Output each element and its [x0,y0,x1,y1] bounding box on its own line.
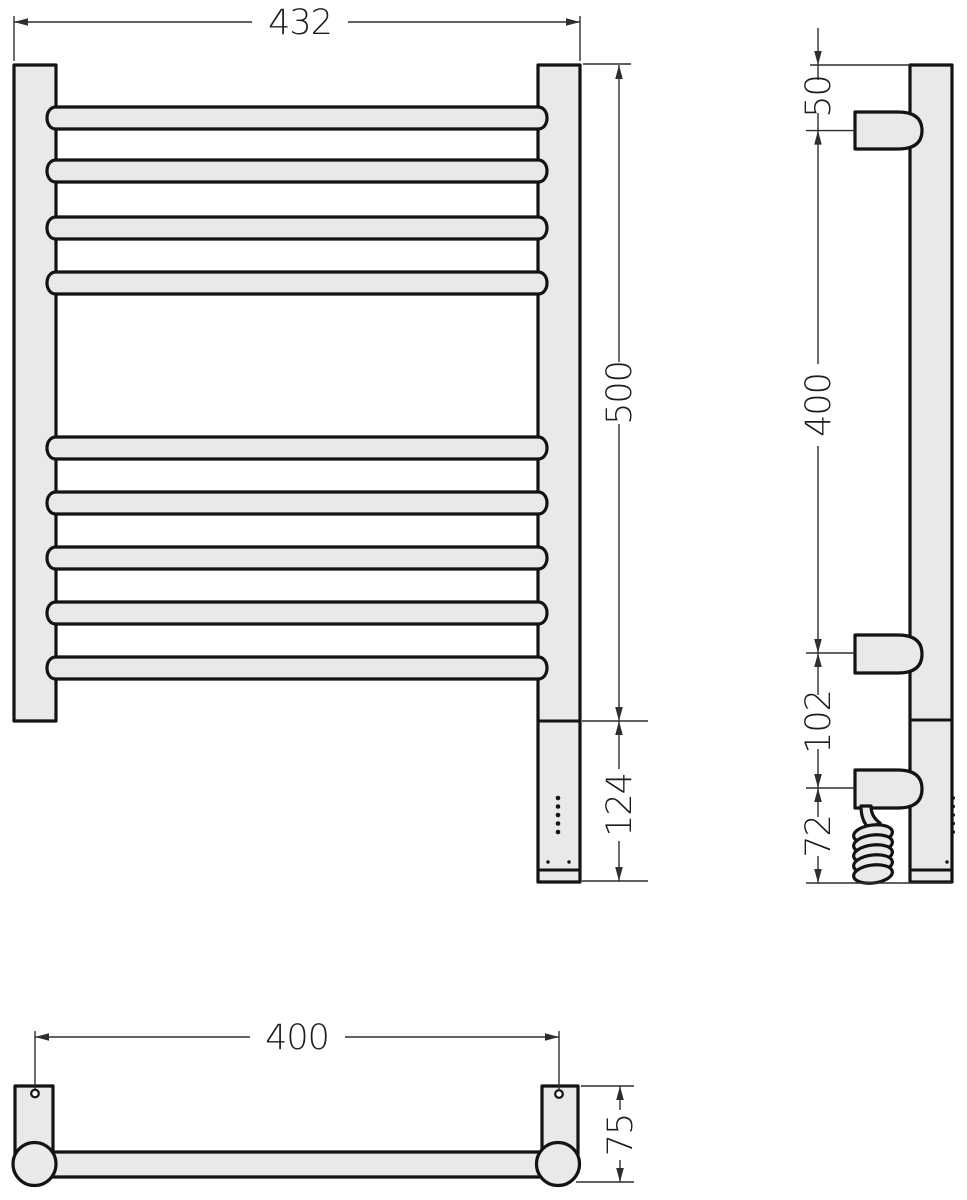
arrow-up-icon [616,1086,624,1100]
dimension-heater-124 [582,721,648,881]
upper-wall-bracket [855,112,922,149]
dim-label-50: 50 [799,75,839,118]
dimension-mounting-span [35,1018,559,1090]
electric-cartridge [855,770,922,808]
right-mount-hole [555,1090,563,1098]
right-post-section [537,1143,580,1186]
bottom-rail [30,1152,560,1177]
rail-8 [47,602,547,624]
rail-4 [47,272,547,294]
rail-7 [47,547,547,569]
arrow-right-icon [566,18,580,26]
rail-1 [47,107,547,129]
rail-3 [47,217,547,239]
dim-label-400-side: 400 [799,373,839,437]
rail-9 [47,657,547,679]
arrow-down-icon [615,707,623,721]
coiled-cable [853,823,894,886]
dim-label-102: 102 [799,690,839,754]
dim-label-124: 124 [600,773,640,837]
side-post [910,65,952,882]
left-post-section [13,1143,56,1186]
arrow-left-icon [14,18,28,26]
dim-label-500: 500 [600,361,640,425]
arrow-down-icon [814,51,822,65]
dim-label-432: 432 [268,3,332,43]
side-view [853,65,955,885]
dim-label-75: 75 [601,1113,641,1157]
dim-label-72: 72 [799,815,839,858]
arrow-down-icon [615,867,623,881]
arrow-up-icon [814,131,822,145]
arrow-down-icon [814,639,822,653]
arrow-down-icon [814,774,822,788]
arrow-up-icon [814,788,822,802]
rail-2 [47,160,547,182]
front-right-post-with-heater [538,65,580,882]
dimension-overall-width [14,3,580,61]
arrow-left-icon [35,1033,49,1041]
lower-wall-bracket [855,635,922,673]
arrow-up-icon [615,65,623,79]
arrow-down-icon [814,869,822,883]
left-mount-hole [31,1090,39,1098]
rail-6 [47,492,547,514]
arrow-right-icon [545,1033,559,1041]
arrow-up-icon [814,653,822,667]
dimension-height-500 [582,64,648,721]
dim-label-400-bottom: 400 [265,1018,329,1058]
dimension-depth-75 [576,1086,641,1182]
front-view [14,65,580,882]
bottom-view [13,1086,580,1186]
arrow-up-icon [615,721,623,735]
rail-5 [47,437,547,459]
arrow-down-icon [616,1168,624,1182]
